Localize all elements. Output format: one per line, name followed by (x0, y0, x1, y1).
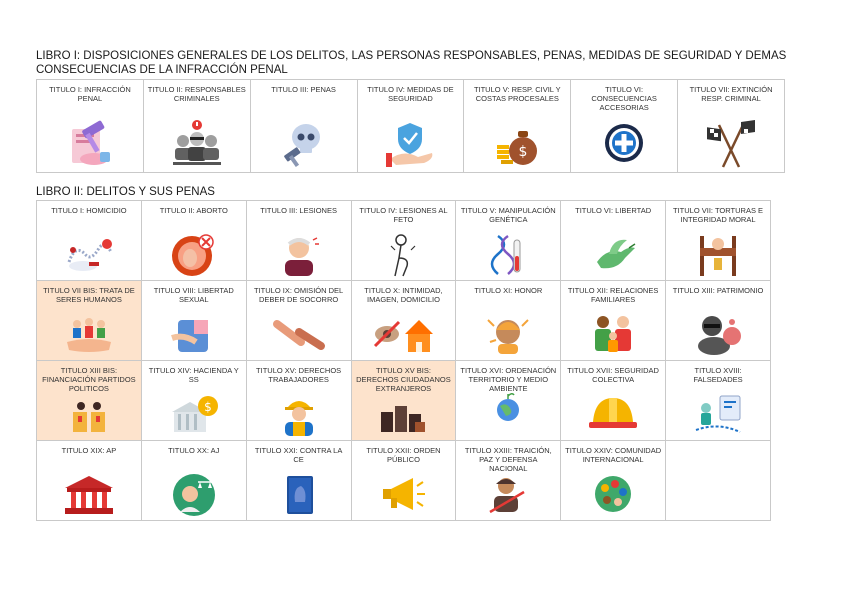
bank-coin-icon (166, 392, 222, 436)
title-label (666, 441, 770, 472)
title-label: TITULO VI: CONSECUENCIAS ACCESORIAS (591, 85, 657, 112)
title-cell (141, 361, 246, 441)
title-label: TITULO XV BIS: DERECHOS CIUDADANOS EXTRANJEROS (356, 366, 451, 392)
title-label: TITULO XIX: AP (61, 446, 117, 455)
title-label: TITULO I: HOMICIDIO (51, 206, 127, 215)
dna-tube-icon (480, 232, 536, 278)
title-label: TITULO XVI: ORDENACIÓN TERRITORIO Y MEDIO AMBIENTE (460, 366, 557, 392)
title-label: TITULO XV: DERECHOS TRABAJADORES (256, 366, 342, 384)
money-bag-icon (491, 119, 543, 169)
soldier-icon (480, 472, 536, 516)
criminals-icon (169, 119, 225, 169)
pregnant-woman-icon (375, 232, 431, 278)
no-spy-house-icon (371, 312, 435, 356)
svg-text:$: $ (518, 144, 528, 160)
title-label: TITULO VII: TORTURAS E INTEGRIDAD MORAL (673, 206, 764, 224)
title-cell (141, 201, 246, 281)
title-cell (246, 201, 351, 281)
grid-row (37, 201, 771, 281)
title-cell (141, 281, 246, 361)
book-2-title: LIBRO II: DELITOS Y SUS PENAS (36, 186, 215, 198)
title-label: TITULO XIV: HACIENDA Y SS (148, 366, 239, 384)
helping-hands-icon (271, 312, 327, 356)
title-label: TITULO XIII: PATRIMONIO (672, 286, 764, 295)
title-cell (246, 361, 351, 441)
title-cell (141, 441, 246, 521)
earth-plant-icon (480, 392, 536, 422)
title-cell (666, 201, 771, 281)
checkered-flags-icon (705, 119, 757, 169)
grid-row (37, 281, 771, 361)
crime-scene-icon (61, 232, 117, 276)
title-cell (351, 281, 456, 361)
title-cell (351, 201, 456, 281)
title-cell (246, 281, 351, 361)
constitution-book-icon (271, 472, 327, 518)
title-label: TITULO XXII: ORDEN PÚBLICO (366, 446, 441, 464)
title-cell (561, 441, 666, 521)
title-cell (561, 361, 666, 441)
title-label: TITULO XX: AJ (168, 446, 220, 455)
book-2-grid (36, 200, 771, 521)
grid-row (37, 441, 771, 521)
title-label: TITULO IV: MEDIDAS DE SEGURIDAD (367, 85, 454, 103)
injured-person-icon (271, 232, 327, 278)
pillory-icon (690, 232, 746, 278)
title-label: TITULO XXIV: COMUNIDAD INTERNACIONAL (565, 446, 662, 464)
thief-icon (690, 312, 746, 356)
crying-woman-icon (480, 312, 536, 356)
title-label: TITULO II: ABORTO (159, 206, 228, 215)
title-label: TITULO IV: LESIONES AL FETO (359, 206, 448, 224)
fetus-forbidden-icon (166, 232, 222, 278)
worker-icon (271, 392, 327, 436)
title-cell (456, 281, 561, 361)
title-label: TITULO XVII: SEGURIDAD COLECTIVA (567, 366, 659, 384)
book-1-grid (36, 79, 785, 173)
title-cell (456, 361, 561, 441)
gavel-hand-icon (64, 119, 116, 169)
justice-icon (166, 472, 222, 518)
title-label: TITULO III: PENAS (271, 85, 336, 94)
title-cell (37, 361, 142, 441)
svg-text:$: $ (203, 400, 212, 414)
empty-cell (666, 441, 771, 521)
grid-row (37, 361, 771, 441)
title-cell (143, 80, 250, 173)
title-label: TITULO II: RESPONSABLES CRIMINALES (147, 85, 246, 103)
title-label: TITULO VI: LIBERTAD (575, 206, 652, 215)
title-cell (246, 441, 351, 521)
dove-icon (585, 232, 641, 278)
title-label: TITULO X: INTIMIDAD, IMAGEN, DOMICILIO (364, 286, 443, 304)
title-label: TITULO XII: RELACIONES FAMILIARES (567, 286, 659, 304)
title-cell (666, 281, 771, 361)
title-cell (37, 80, 144, 173)
title-cell (456, 441, 561, 521)
skull-gavel-icon (278, 119, 330, 169)
title-label: TITULO III: LESIONES (260, 206, 337, 215)
title-cell (250, 80, 357, 173)
title-cell (561, 281, 666, 361)
book-1-title: LIBRO I: DISPOSICIONES GENERALES DE LOS DELITOS, LAS PERSONAS RESPONSABLES, PENAS, MEDIDAS DE SEGURIDAD Y DEMAS CONSECUENCIAS DE LA INFRACCIÓN PENAL (36, 50, 787, 76)
family-icon (585, 312, 641, 356)
shield-hand-icon (384, 119, 436, 169)
title-cell (37, 441, 142, 521)
megaphone-icon (375, 472, 431, 516)
title-label: TITULO VIII: LIBERTAD SEXUAL (153, 286, 234, 304)
title-label: TITULO XXIII: TRAICIÓN, PAZ Y DEFENSA NACIONAL (464, 446, 552, 472)
title-cell (561, 201, 666, 281)
institution-icon (61, 472, 117, 516)
title-label: TITULO I: INFRACCIÓN PENAL (49, 85, 131, 103)
title-cell (351, 441, 456, 521)
politicians-icon (61, 392, 117, 436)
plus-circle-icon (598, 119, 650, 169)
title-cell (571, 80, 678, 173)
title-label: TITULO VII: EXTINCIÓN RESP. CRIMINAL (689, 85, 773, 103)
forgery-icon (690, 392, 746, 436)
title-cell (464, 80, 571, 173)
title-cell (357, 80, 464, 173)
globe-people-icon (585, 472, 641, 516)
people-in-hand-icon (61, 312, 117, 356)
harassment-icon (166, 312, 222, 356)
title-label: TITULO XI: HONOR (474, 286, 543, 295)
title-cell (666, 361, 771, 441)
title-cell (678, 80, 785, 173)
title-label: TITULO XXI: CONTRA LA CE (254, 446, 343, 464)
title-cell (37, 201, 142, 281)
title-cell (456, 201, 561, 281)
migrants-icon (375, 392, 431, 436)
title-cell (351, 361, 456, 441)
grid-row (37, 80, 785, 173)
title-label: TITULO VII BIS: TRATA DE SERES HUMANOS (43, 286, 135, 304)
title-cell (37, 281, 142, 361)
title-label: TITULO IX: OMISIÓN DEL DEBER DE SOCORRO (254, 286, 344, 304)
hard-hat-icon (585, 392, 641, 436)
title-label: TITULO XIII BIS: FINANCIACIÓN PARTIDOS POLITICOS (42, 366, 136, 392)
title-label: TITULO XVIII: FALSEDADES (693, 366, 743, 384)
title-label: TITULO V: MANIPULACIÓN GENÉTICA (460, 206, 556, 224)
title-label: TITULO V: RESP. CIVIL Y COSTAS PROCESALES (473, 85, 561, 103)
